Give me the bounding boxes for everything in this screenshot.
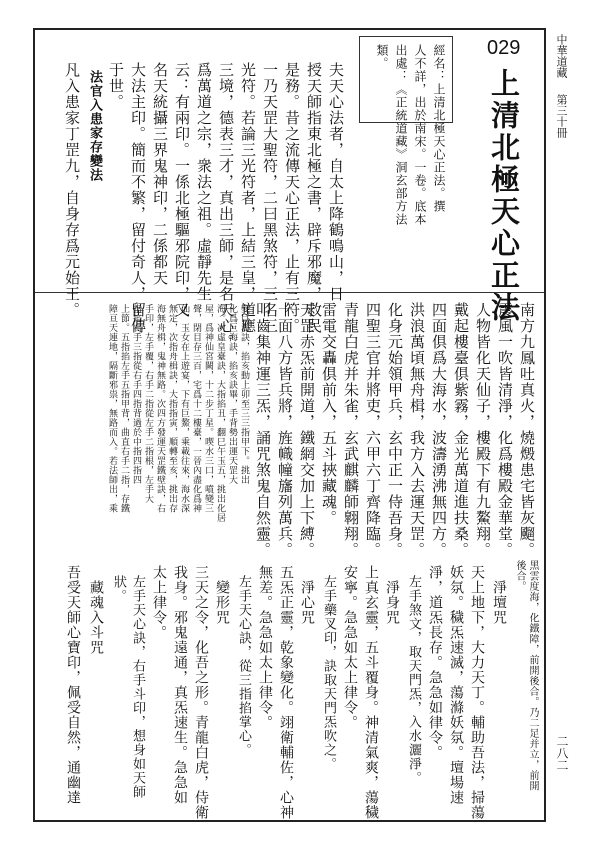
rl-text-1c: 淨，道炁長存。急急如律令。 xyxy=(427,565,443,760)
rl-inst-4a: 左手天心訣，右手斗印，想身如天師 xyxy=(130,575,145,799)
rl-text-5a: 吾受天師心寶印，佩受自然，通幽達 xyxy=(65,565,81,805)
rl-text-4c: 太上律令。 xyxy=(151,565,167,640)
meta-line-2: 人不詳，出於南宋。一卷。底本 xyxy=(413,44,427,226)
lower-line-12: 十面八方皆兵將，旌幟幢旛列萬兵。 xyxy=(276,302,294,558)
note-line-10: 指掐右手三指從右手四指背過於中指四指四 xyxy=(131,304,141,485)
rl-text-1a: 天上地下，大力天丁。輔助吾法，掃蕩 xyxy=(469,565,485,820)
lower-line-2: 震風一吹皆清淨，化爲樓殿金華堂。 xyxy=(496,302,514,558)
upper-line-2: 授天師指東北極之書，辟斥邪魔，救民 xyxy=(305,62,323,334)
note-line-7: 無定，次指舟楫訣，大指指寅，順轉至亥，挑出存 xyxy=(167,304,177,513)
rl-inst-4b: 狀。 xyxy=(111,575,126,603)
text-number: 029 xyxy=(487,37,521,59)
section1-title: 法官入患家存變法 xyxy=(87,70,102,182)
upper-line-10: 大法主印。簡而不繁，留付奇人，留傳 xyxy=(129,62,147,334)
lower-line-5: 四面俱爲大海水，波濤湧沸無四方。 xyxy=(430,302,448,558)
upper-line-6: 三境，德表三才，真出三師，是名天心。 xyxy=(217,62,235,350)
page-number: 二八二 xyxy=(555,735,569,771)
note-line-1: 變巨海訣，掐亥動上卯至三三指甲下。挑出 xyxy=(239,304,249,485)
rl-note-1: 黑雲度海，化鐵障，前開後合。乃二足并立，前開 xyxy=(527,560,538,791)
note-line-12: 障亘天連地，隔斷邪祟，無路而入。若法師出，乘 xyxy=(107,304,117,513)
collection-label: 中華道藏 xyxy=(555,34,568,78)
rl-inst-3: 左手天心訣，從三指掐掌心。 xyxy=(236,575,251,757)
upper-line-8: 云：有兩印。一係北極驅邪院印，又 xyxy=(173,62,191,318)
rl-text-2a: 上真玄靈，五斗覆身。神清氣爽，蕩穢 xyxy=(363,565,379,820)
rl-title-1: 淨壇咒 xyxy=(491,580,507,625)
lower-line-3: 人物皆化天仙子，樓殿下有九鰲翔。 xyxy=(474,302,492,558)
meta-line-3: 出處：《正統道藏》洞玄部方法 xyxy=(394,44,408,226)
upper-line-3: 是務。昔之流傳天心正法，止有三符。 xyxy=(283,62,301,334)
rl-inst-1: 左手煞文，取天門炁，入水灑淨。 xyxy=(406,575,421,785)
page-title: 上清北極天心正法 xyxy=(487,68,521,324)
lower-line-8: 四聖三官并將吏，六甲六丁齊降臨。 xyxy=(364,302,382,558)
rl-inst-2: 左手藥叉印，訣取天門炁吹之。 xyxy=(321,575,336,771)
volume-label: 第三十冊 xyxy=(555,94,568,138)
upper-line-4: 一乃天罡大聖符，二曰黑煞符，三名三 xyxy=(261,62,279,334)
note-line-9: 手印，左手覆，右手二指從左手二指根，左手大 xyxy=(143,304,153,504)
note-line-6: 仙，玉女在上遊宴，下有巨鰲，乘載往來，海水深 xyxy=(179,304,189,513)
upper-line-11: 于世。 xyxy=(107,62,125,110)
note-line-5: 聲，閉目存三百，宅爲十二樓臺，一晉內盡化爲神 xyxy=(191,304,201,513)
note-line-2: 化爲巨海訣，掐亥訣畢，手背勢出運天罡大 xyxy=(227,304,237,485)
meta-line-4: 類。 xyxy=(375,44,389,70)
rl-text-4a: 三天之令，化吾之形。青龍白虎，侍衛 xyxy=(193,565,209,820)
rl-text-2b: 安寧。急急如太上律令。 xyxy=(342,565,358,730)
section1-line-1: 凡入患家丁罡九，自身存爲元始王。 xyxy=(63,62,81,318)
upper-line-9: 名天統攝三界鬼神印，二係都天 xyxy=(151,62,169,286)
note-line-8: 海無舟楫，鬼神無路。次四方發運天罡鐵壁訣，右 xyxy=(155,304,165,513)
rl-text-4b: 我身。邪鬼遠通，真炁速生。急急如 xyxy=(172,565,188,805)
lower-line-1: 南方九鳳吐真火，燒燬患宅皆灰飀。 xyxy=(518,302,536,558)
lower-line-9: 青龍白虎并朱雀，玄武麒麟師翺翔。 xyxy=(342,302,360,558)
lower-line-10: 雷電交轟俱前入，五斗挾藏魂。 xyxy=(320,302,338,526)
rl-text-3b: 無差。急急如太上律令。 xyxy=(257,565,273,730)
rl-title-2: 淨身咒 xyxy=(384,580,400,625)
lower-line-6: 洪浪萬頃無舟楫，我方入去運天罡。 xyxy=(408,302,426,558)
lower-line-13: 叩齒集神運三炁，誦咒煞鬼自然靈。 xyxy=(254,302,272,558)
rl-text-3a: 五炁正靈，乾象變化。翊衛輔佐，心神 xyxy=(278,565,294,820)
meta-line-1: 經名：上清北極天心正法。撰 xyxy=(432,44,446,213)
lower-line-7: 化身元始領甲兵，玄中正一侍吾身。 xyxy=(386,302,404,558)
note-line-3: 海。次虛皇臺訣，大指掐丑，翻巳午玉五，挑出化居 xyxy=(215,304,225,523)
rl-text-1b: 妖氛。穢炁速滅，蕩滌妖氛。壇場速 xyxy=(448,565,464,805)
upper-line-7: 爲萬道之宗，衆法之祖。虛靜先生 xyxy=(195,62,213,302)
rl-note-2: 後合。 xyxy=(514,560,525,592)
upper-line-1: 夫天心法者，自太上降鶴鳴山，日 xyxy=(327,62,345,302)
lower-line-4: 戴起樓臺俱紫霧，金光萬道進扶桑。 xyxy=(452,302,470,558)
upper-line-5: 光符。若論三光符者，上結三皇，道應 xyxy=(239,62,257,334)
note-line-11: 上節。五指掐左手五指甲背，曲直右手二指，存鐵 xyxy=(119,304,129,513)
lower-line-11: 天罡赤炁前開道，鐵網交加上下縛。 xyxy=(298,302,316,558)
rl-title-4: 變形咒 xyxy=(214,580,230,625)
rl-title-5: 藏魂入斗咒 xyxy=(88,580,104,655)
rl-title-3: 淨心咒 xyxy=(299,580,315,625)
note-line-4: 屋，爲神仙宮闕，十二步丁星。喫水三口，噴變三 xyxy=(203,304,213,513)
